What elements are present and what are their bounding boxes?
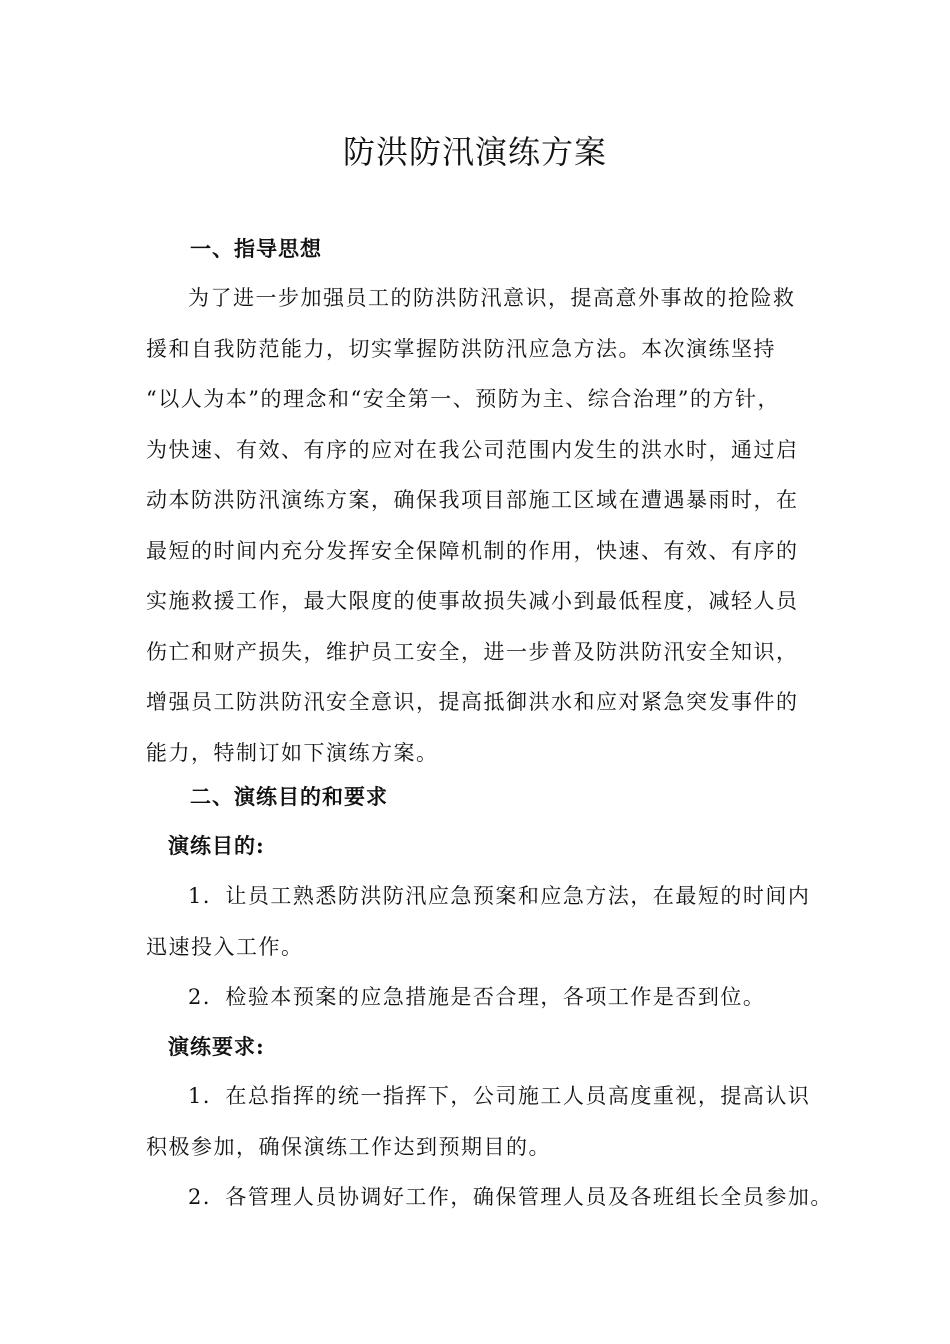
paragraph-line: 能力，特制订如下演练方案。: [146, 740, 439, 765]
paragraph-line: 最短的时间内充分发挥安全保障机制的作用，快速、有效、有序的: [146, 538, 799, 563]
requirements-item-1: [146, 1071, 846, 1172]
page-title: 防洪防汛演练方案: [342, 133, 607, 171]
paragraph-line: 2．检验本预案的应急措施是否合理，各项工作是否到位。: [188, 985, 766, 1009]
requirements-item-2: [146, 1172, 846, 1223]
paragraph-line: 为快速、有效、有序的应对在我公司范围内发生的洪水时，通过启: [146, 437, 799, 462]
section-heading-guiding-thought: 一、指导思想: [190, 236, 322, 261]
paragraph-line: 2．各管理人员协调好工作，确保管理人员及各班组长全员参加。: [188, 1185, 833, 1209]
paragraph-guiding-thought: [146, 273, 846, 778]
paragraph-line: 实施救援工作，最大限度的使事故损失减小到最低程度，减轻人员: [146, 589, 799, 613]
paragraph-line: 伤亡和财产损失，维护员工安全，进一步普及防洪防汛安全知识，: [146, 639, 799, 664]
purpose-item-1: [146, 871, 846, 972]
paragraph-line: 增强员工防洪防汛安全意识，提高抵御洪水和应对紧急突发事件的: [146, 690, 799, 714]
paragraph-line: 为了进一步加强员工的防洪防汛意识，提高意外事故的抢险救: [188, 286, 796, 310]
paragraph-line: 动本防洪防汛演练方案，确保我项目部施工区域在遭遇暴雨时，在: [146, 488, 799, 512]
paragraph-line: “以人为本”的理念和“安全第一、预防为主、综合治理”的方针，: [146, 387, 780, 411]
paragraph-line: 迅速投入工作。: [146, 934, 304, 959]
paragraph-line: 援和自我防范能力，切实掌握防洪防汛应急方法。本次演练坚持: [146, 336, 776, 361]
paragraph-line: 1．让员工熟悉防洪防汛应急预案和应急方法，在最短的时间内: [188, 884, 811, 908]
paragraph-line: 1．在总指挥的统一指挥下，公司施工人员高度重视，提高认识: [188, 1084, 811, 1108]
subheading-drill-requirements: 演练要求:: [168, 1034, 265, 1059]
paragraph-line: 积极参加，确保演练工作达到预期目的。: [146, 1134, 551, 1159]
purpose-item-2: [146, 972, 846, 1023]
subheading-drill-purpose: 演练目的:: [168, 833, 265, 858]
section-heading-drill-purpose-requirements: 二、演练目的和要求: [190, 784, 388, 809]
